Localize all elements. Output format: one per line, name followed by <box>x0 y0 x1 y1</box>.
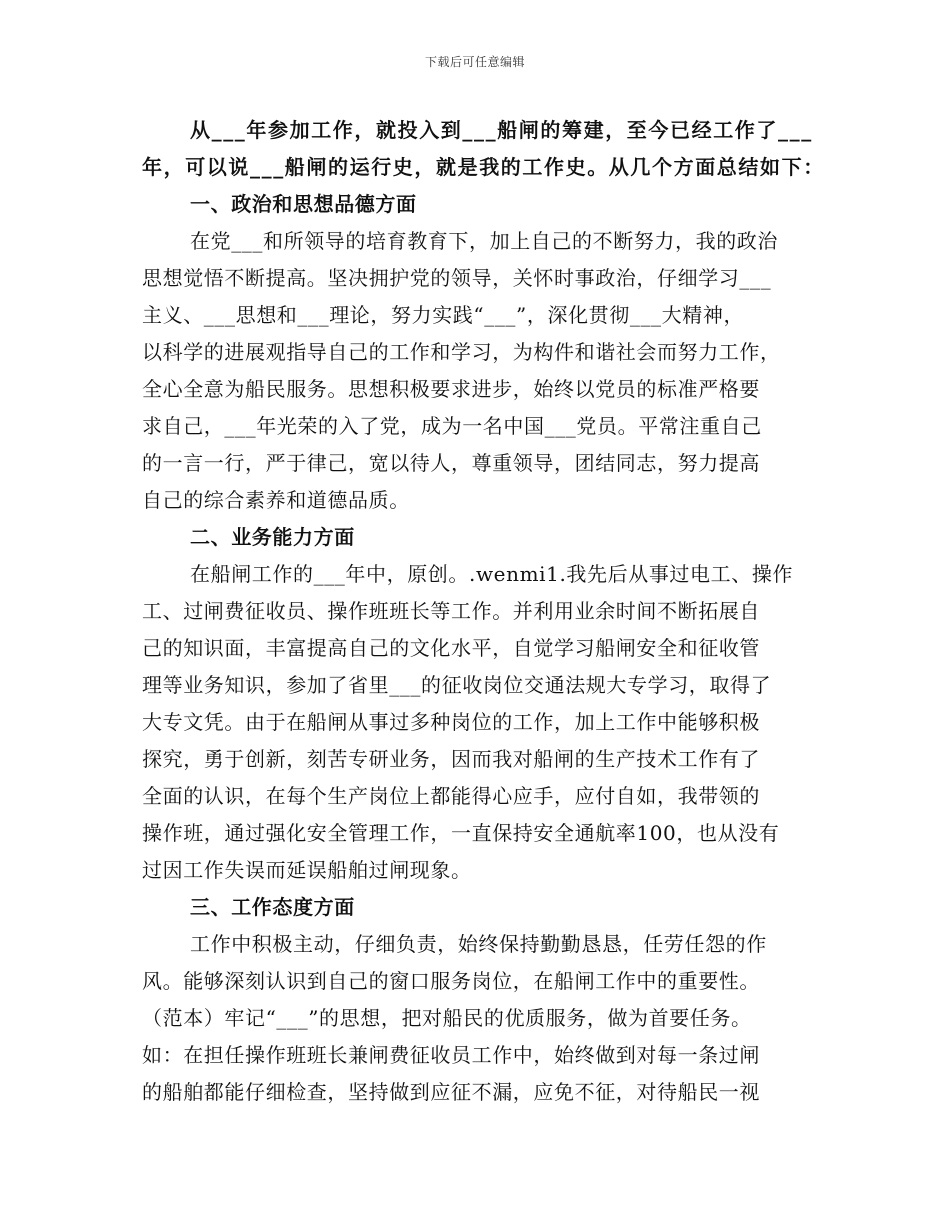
section-heading-attitude: 三、工作态度方面 <box>190 895 355 919</box>
paragraph-line: 主义、___思想和___理论，努力实践“___”，深化贯彻___大精神， <box>142 303 745 327</box>
paragraph-line: 以科学的进展观指导自己的工作和学习，为构件和谐社会而努力工作， <box>142 340 781 364</box>
paragraph-line: 如：在担任操作班班长兼闸费征收员工作中，始终做到对每一条过闸 <box>142 1043 760 1067</box>
section-heading-business: 二、业务能力方面 <box>190 525 355 549</box>
paragraph-line: 探究，勇于创新，刻苦专研业务，因而我对船闸的生产技术工作有了 <box>142 747 760 771</box>
paragraph-line: 风。能够深刻认识到自己的窗口服务岗位，在船闸工作中的重要性。 <box>142 969 760 993</box>
document-body <box>142 112 825 1111</box>
paragraph-line: 自己的综合素养和道德品质。 <box>142 488 410 512</box>
paragraph-line: 大专文凭。由于在船闸从事过多种岗位的工作，加上工作中能够积极 <box>142 710 760 734</box>
paragraph-line: 的一言一行，严于律己，宽以待人，尊重领导，团结同志，努力提高 <box>142 451 760 475</box>
paragraph-line: 操作班，通过强化安全管理工作，一直保持安全通航率100，也从没有 <box>142 821 780 845</box>
paragraph-line: 在党___和所领导的培育教育下，加上自己的不断努力，我的政治 <box>190 229 778 253</box>
paragraph-line: 工作中积极主动，仔细负责，始终保持勤勤恳恳，任劳任怨的作 <box>190 932 767 956</box>
paragraph-line: 全面的认识，在每个生产岗位上都能得心应手，应付自如，我带领的 <box>142 784 760 808</box>
paragraph-line: （范本）牢记“___”的思想，把对船民的优质服务，做为首要任务。 <box>142 1006 752 1030</box>
page-header: 下载后可任意编辑 <box>424 55 525 69</box>
paragraph-line: 全心全意为船民服务。思想积极要求进步，始终以党员的标准严格要 <box>142 377 760 401</box>
paragraph-line: 理等业务知识，参加了省里___的征收岗位交通法规大专学习，取得了 <box>142 673 772 697</box>
paragraph-line: 在船闸工作的___年中，原创。.wenmi1.我先后从事过电工、操作 <box>190 562 794 586</box>
paragraph-line: 思想觉悟不断提高。坚决拥护党的领导，关怀时事政治，仔细学习___ <box>142 266 772 290</box>
paragraph-line: 求自己，___年光荣的入了党，成为一名中国___党员。平常注重自己 <box>142 414 762 438</box>
paragraph-line: 工、过闸费征收员、操作班班长等工作。并利用业余时间不断拓展自 <box>142 599 760 623</box>
paragraph-line: 过因工作失误而延误船舶过闸现象。 <box>142 858 472 882</box>
section-heading-politics: 一、政治和思想品德方面 <box>190 192 417 216</box>
intro-line-2: 年，可以说___船闸的运行史，就是我的工作史。从几个方面总结如下： <box>142 155 825 179</box>
intro-line-1: 从___年参加工作，就投入到___船闸的筹建，至今已经工作了___ <box>190 118 813 142</box>
paragraph-line: 己的知识面，丰富提高自己的文化水平，自觉学习船闸安全和征收管 <box>142 636 760 660</box>
paragraph-line: 的船舶都能仔细检查，坚持做到应征不漏，应免不征，对待船民一视 <box>142 1080 760 1104</box>
